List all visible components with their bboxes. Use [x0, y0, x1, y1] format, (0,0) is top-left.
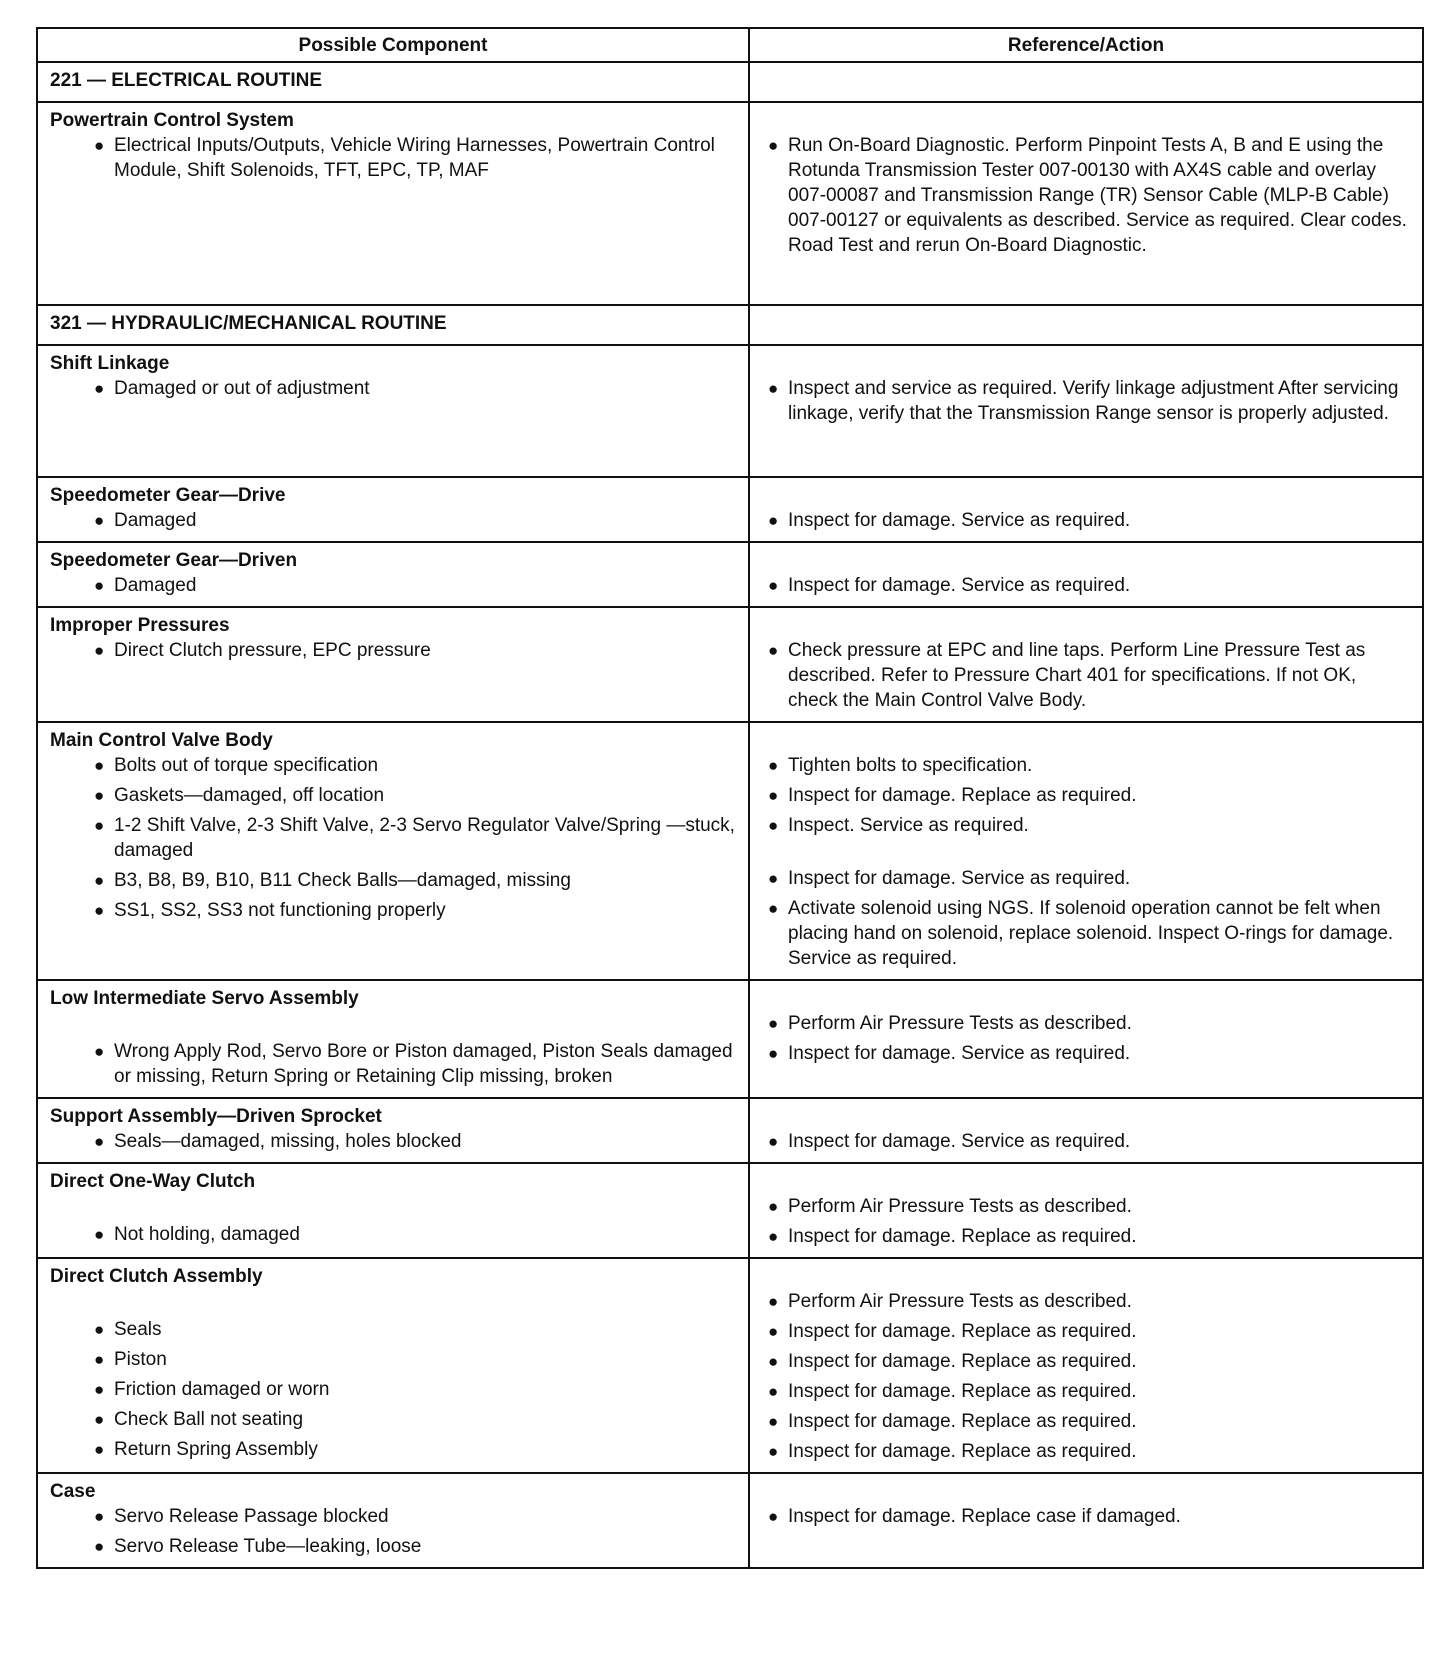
component-cell	[37, 1163, 749, 1258]
table-row-support-assembly-driven-sprocket	[37, 1098, 1423, 1163]
component-item: ● Friction damaged or worn	[94, 1379, 330, 1400]
action-item: ● Activate solenoid using NGS. If solenoid operation cannot be felt when placing hand on solenoid, replace solenoid. Inspect O-rings for damage. Service as required.	[768, 898, 1394, 969]
component-title: Improper Pressures	[50, 615, 230, 636]
component-items	[86, 508, 736, 533]
bullet-icon: ●	[94, 1380, 105, 1399]
bullet-icon: ●	[768, 756, 779, 775]
table-row-speedometer-gear-driven	[37, 542, 1423, 607]
component-items	[86, 573, 736, 598]
component-title: Low Intermediate Servo Assembly	[50, 988, 359, 1009]
bullet-icon: ●	[768, 136, 779, 155]
bullet-icon: ●	[768, 1352, 779, 1371]
table-row-main-control-valve-body	[37, 722, 1423, 980]
action-cell	[749, 607, 1423, 722]
bullet-icon: ●	[768, 1292, 779, 1311]
action-item: ● Inspect for damage. Replace case if damaged.	[768, 1506, 1181, 1527]
action-item: ● Inspect for damage. Service as required.	[768, 575, 1131, 596]
component-cell	[37, 1258, 749, 1473]
component-title: Support Assembly—Driven Sprocket	[50, 1106, 382, 1127]
component-items	[86, 1129, 736, 1154]
component-item: ● Bolts out of torque specification	[94, 755, 379, 776]
bullet-icon: ●	[768, 1227, 779, 1246]
component-items	[86, 376, 736, 401]
bullet-icon: ●	[768, 1382, 779, 1401]
table-row-shift-linkage	[37, 345, 1423, 477]
bullet-icon: ●	[94, 786, 105, 805]
bullet-icon: ●	[768, 1044, 779, 1063]
action-items	[762, 573, 1410, 598]
bullet-icon: ●	[768, 379, 779, 398]
bullet-icon: ●	[94, 1350, 105, 1369]
action-cell	[749, 102, 1423, 305]
component-item: ● Damaged	[94, 575, 197, 596]
bullet-icon: ●	[94, 1042, 105, 1061]
bullet-icon: ●	[768, 1412, 779, 1431]
bullet-icon: ●	[768, 511, 779, 530]
table-row-direct-one-way-clutch	[37, 1163, 1423, 1258]
component-title: Main Control Valve Body	[50, 730, 273, 751]
component-item: ● Electrical Inputs/Outputs, Vehicle Wiring Harnesses, Powertrain Control Module, Shift Solenoids, TFT, EPC, TP, MAF	[94, 135, 715, 181]
action-items	[762, 1194, 1410, 1249]
action-item: ● Inspect and service as required. Verify linkage adjustment After servicing linkage, verify that the Transmission Range sensor is properly adjusted.	[768, 378, 1399, 424]
component-item: ● Gaskets—damaged, off location	[94, 785, 385, 806]
bullet-icon: ●	[94, 511, 105, 530]
component-item: ● Check Ball not seating	[94, 1409, 304, 1430]
routine-row-hydraulic-mechanical	[37, 305, 1423, 345]
component-item: ● Return Spring Assembly	[94, 1439, 318, 1460]
action-item: ● Inspect for damage. Replace as required.	[768, 1351, 1137, 1372]
component-cell	[37, 722, 749, 980]
action-item: ● Perform Air Pressure Tests as described.	[768, 1196, 1132, 1217]
bullet-icon: ●	[768, 576, 779, 595]
routine-title: 321 — HYDRAULIC/MECHANICAL ROUTINE	[37, 305, 749, 345]
component-item: ● Damaged	[94, 510, 197, 531]
bullet-icon: ●	[94, 576, 105, 595]
action-cell	[749, 1473, 1423, 1568]
bullet-icon: ●	[768, 641, 779, 660]
table-row-powertrain-control-system	[37, 102, 1423, 305]
bullet-icon: ●	[768, 1197, 779, 1216]
action-cell	[749, 542, 1423, 607]
component-title: Direct One-Way Clutch	[50, 1171, 256, 1192]
bullet-icon: ●	[768, 1132, 779, 1151]
action-items	[762, 1129, 1410, 1154]
bullet-icon: ●	[94, 1320, 105, 1339]
action-cell	[749, 980, 1423, 1098]
component-item: ● B3, B8, B9, B10, B11 Check Balls—damaged, missing	[94, 870, 571, 891]
action-items	[762, 508, 1410, 533]
component-items	[86, 753, 736, 923]
action-item: ● Inspect for damage. Replace as required.	[768, 785, 1137, 806]
bullet-icon: ●	[94, 379, 105, 398]
bullet-icon: ●	[94, 1132, 105, 1151]
component-items	[86, 1317, 736, 1462]
component-cell	[37, 980, 749, 1098]
action-cell	[749, 477, 1423, 542]
action-item: ● Inspect for damage. Replace as required.	[768, 1321, 1137, 1342]
action-item: ● Perform Air Pressure Tests as described.	[768, 1013, 1132, 1034]
action-item: ● Tighten bolts to specification.	[768, 755, 1033, 776]
bullet-icon: ●	[768, 899, 779, 918]
action-item: ● Inspect for damage. Replace as required.	[768, 1226, 1137, 1247]
routine-empty-cell	[749, 62, 1423, 102]
action-items	[762, 1504, 1410, 1529]
routine-row-electrical	[37, 62, 1423, 102]
action-item: ● Inspect for damage. Replace as required.	[768, 1411, 1137, 1432]
bullet-icon: ●	[94, 1507, 105, 1526]
component-item: ● Servo Release Tube—leaking, loose	[94, 1536, 422, 1557]
component-title: Speedometer Gear—Driven	[50, 550, 298, 571]
routine-title: 221 — ELECTRICAL ROUTINE	[37, 62, 749, 102]
component-item: ● Seals—damaged, missing, holes blocked	[94, 1131, 462, 1152]
bullet-icon: ●	[768, 1442, 779, 1461]
table-row-case	[37, 1473, 1423, 1568]
bullet-icon: ●	[94, 1225, 105, 1244]
action-items	[762, 753, 1410, 971]
action-item: ● Perform Air Pressure Tests as described.	[768, 1291, 1132, 1312]
component-title: Shift Linkage	[50, 353, 170, 374]
action-items	[762, 133, 1410, 258]
component-cell	[37, 102, 749, 305]
action-cell	[749, 722, 1423, 980]
action-cell	[749, 1098, 1423, 1163]
action-items	[762, 376, 1410, 426]
component-item: ● 1-2 Shift Valve, 2-3 Shift Valve, 2-3 Servo Regulator Valve/Spring —stuck, damaged	[94, 815, 735, 861]
component-cell	[37, 477, 749, 542]
component-title: Direct Clutch Assembly	[50, 1266, 263, 1287]
bullet-icon: ●	[768, 816, 779, 835]
action-items	[762, 1289, 1410, 1464]
bullet-icon: ●	[94, 1410, 105, 1429]
component-cell	[37, 542, 749, 607]
component-cell	[37, 1098, 749, 1163]
routine-empty-cell	[749, 305, 1423, 345]
action-item: ● Inspect for damage. Service as required.	[768, 1043, 1131, 1064]
action-item: ● Inspect for damage. Replace as required.	[768, 1381, 1137, 1402]
bullet-icon: ●	[94, 901, 105, 920]
table-row-low-intermediate-servo-assembly	[37, 980, 1423, 1098]
action-cell	[749, 1258, 1423, 1473]
component-item: ● Not holding, damaged	[94, 1224, 300, 1245]
component-title: Powertrain Control System	[50, 110, 294, 131]
action-items	[762, 1011, 1410, 1066]
component-item: ● Damaged or out of adjustment	[94, 378, 370, 399]
component-title: Case	[50, 1481, 96, 1502]
action-item: ● Inspect for damage. Replace as required.	[768, 1441, 1137, 1462]
action-item: ● Inspect for damage. Service as required.	[768, 868, 1131, 889]
bullet-icon: ●	[768, 869, 779, 888]
bullet-icon: ●	[94, 871, 105, 890]
bullet-icon: ●	[768, 1507, 779, 1526]
bullet-icon: ●	[94, 756, 105, 775]
action-cell	[749, 1163, 1423, 1258]
component-item: ● Wrong Apply Rod, Servo Bore or Piston damaged, Piston Seals damaged or missing, Return Spring or Retaining Clip missing, broken	[94, 1041, 733, 1087]
component-items	[86, 638, 736, 663]
header-row	[37, 28, 1423, 62]
bullet-icon: ●	[94, 136, 105, 155]
component-items	[86, 1504, 736, 1559]
bullet-icon: ●	[94, 641, 105, 660]
table-row-speedometer-gear-drive	[37, 477, 1423, 542]
table-row-improper-pressures	[37, 607, 1423, 722]
bullet-icon: ●	[94, 1440, 105, 1459]
component-item: ● SS1, SS2, SS3 not functioning properly	[94, 900, 446, 921]
action-item: ● Run On-Board Diagnostic. Perform Pinpoint Tests A, B and E using the Rotunda Transmission Tester 007-00130 with AX4S cable and overlay 007-00087 and Transmission Range (TR) Sensor Cable (MLP-B Cable) 007-00127 or equivalents as described. Service as required. Clear codes. Road Test and rerun On-Board Diagnostic.	[768, 135, 1407, 256]
component-items	[86, 1222, 736, 1247]
bullet-icon: ●	[94, 816, 105, 835]
component-item: ● Servo Release Passage blocked	[94, 1506, 389, 1527]
action-item: ● Inspect for damage. Service as required.	[768, 1131, 1131, 1152]
component-items	[86, 133, 736, 183]
component-item: ● Direct Clutch pressure, EPC pressure	[94, 640, 431, 661]
component-items	[86, 1039, 736, 1089]
action-item: ● Check pressure at EPC and line taps. Perform Line Pressure Test as described. Refer to Pressure Chart 401 for specifications. If not OK, check the Main Control Valve Body.	[768, 640, 1366, 711]
component-item: ● Piston	[94, 1349, 167, 1370]
action-items	[762, 638, 1410, 713]
bullet-icon: ●	[94, 1537, 105, 1556]
table-row-direct-clutch-assembly	[37, 1258, 1423, 1473]
bullet-icon: ●	[768, 786, 779, 805]
action-item: ● Inspect. Service as required.	[768, 815, 1029, 836]
bullet-icon: ●	[768, 1322, 779, 1341]
action-cell	[749, 345, 1423, 477]
bullet-icon: ●	[768, 1014, 779, 1033]
component-cell	[37, 1473, 749, 1568]
header-possible-component: Possible Component	[37, 28, 749, 62]
component-cell	[37, 607, 749, 722]
component-item: ● Seals	[94, 1319, 162, 1340]
header-reference-action: Reference/Action	[749, 28, 1423, 62]
action-item: ● Inspect for damage. Service as required.	[768, 510, 1131, 531]
diagnostic-table	[36, 27, 1424, 1569]
component-cell	[37, 345, 749, 477]
component-title: Speedometer Gear—Drive	[50, 485, 286, 506]
